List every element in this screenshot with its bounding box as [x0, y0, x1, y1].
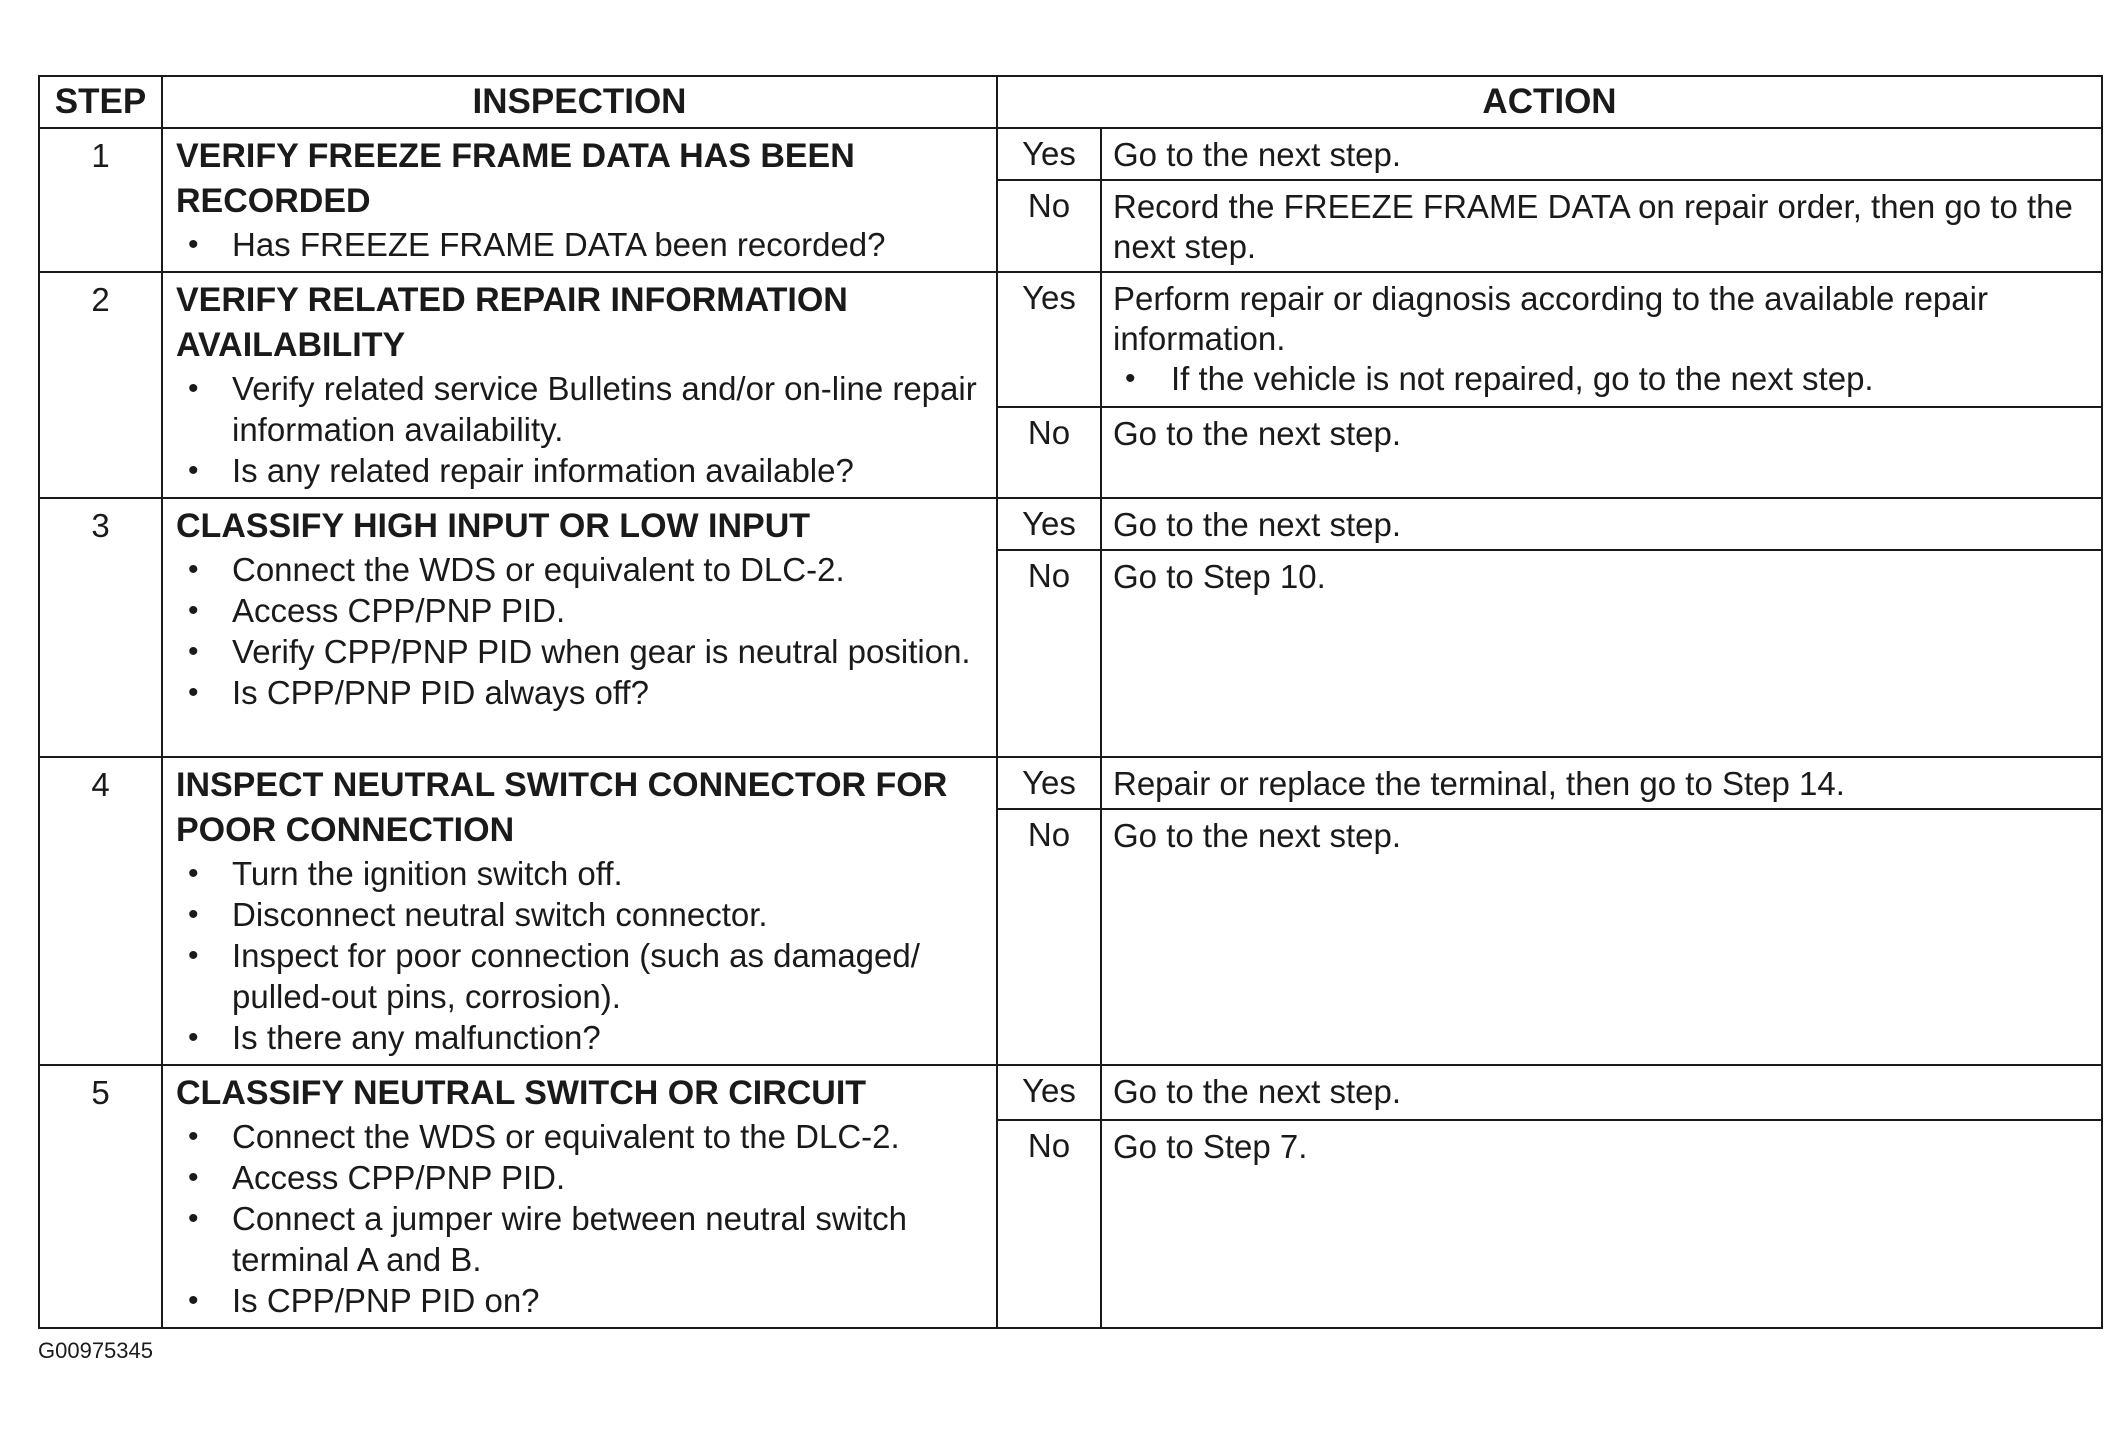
action-yes — [1101, 1065, 2102, 1120]
inspection-bullet: • Verify CPP/PNP PID when gear is neutral position. — [176, 631, 986, 672]
inspection-title: VERIFY RELATED REPAIR INFORMATION AVAILABILITY — [176, 281, 848, 364]
inspection-bullet: • Has FREEZE FRAME DATA been recorded? — [176, 224, 986, 265]
inspection-bullets — [176, 853, 986, 1058]
step-row-yes — [39, 498, 2102, 550]
header-step: STEP — [39, 76, 162, 128]
inspection-bullets — [176, 368, 986, 491]
step-number: 4 — [39, 757, 162, 1065]
inspection-bullet: • Verify related service Bulletins and/or on-line repair information availability. — [176, 368, 986, 450]
inspection-bullets — [176, 224, 986, 265]
action-yes — [1101, 272, 2102, 407]
answer-no: No — [997, 809, 1101, 1065]
answer-yes: Yes — [997, 272, 1101, 407]
inspection-bullet: • Is CPP/PNP PID always off? — [176, 672, 986, 713]
inspection-bullet: • Disconnect neutral switch connector. — [176, 894, 986, 935]
action-no: Go to Step 10. — [1101, 550, 2102, 757]
answer-no: No — [997, 550, 1101, 757]
inspection-bullets — [176, 549, 986, 713]
action-bullet: • If the vehicle is not repaired, go to the next step. — [1113, 359, 2091, 399]
action-yes-bullets — [1113, 359, 2091, 399]
step-number: 3 — [39, 498, 162, 757]
step-number: 2 — [39, 272, 162, 498]
inspection-cell — [162, 272, 997, 498]
inspection-title: CLASSIFY HIGH INPUT OR LOW INPUT — [176, 507, 811, 545]
inspection-bullet: • Access CPP/PNP PID. — [176, 1157, 986, 1198]
inspection-cell — [162, 498, 997, 757]
header-inspection: INSPECTION — [162, 76, 997, 128]
inspection-bullets — [176, 1116, 986, 1321]
answer-no: No — [997, 180, 1101, 272]
table-body — [39, 128, 2102, 1328]
action-yes-text: Repair or replace the terminal, then go to Step 14. — [1113, 765, 1845, 802]
inspection-cell — [162, 128, 997, 272]
inspection-title: VERIFY FREEZE FRAME DATA HAS BEEN RECORDED — [176, 137, 855, 220]
action-yes — [1101, 757, 2102, 809]
inspection-cell — [162, 1065, 997, 1328]
action-yes-text: Go to the next step. — [1113, 506, 1402, 543]
inspection-bullet: • Is CPP/PNP PID on? — [176, 1280, 986, 1321]
inspection-bullet: • Connect the WDS or equivalent to the DLC-2. — [176, 1116, 986, 1157]
step-row-yes — [39, 272, 2102, 407]
figure-id: G00975345 — [38, 1338, 153, 1363]
answer-yes: Yes — [997, 128, 1101, 180]
step-row-yes — [39, 128, 2102, 180]
step-row-yes — [39, 1065, 2102, 1120]
inspection-bullet: • Inspect for poor connection (such as damaged/ pulled-out pins, corrosion). — [176, 935, 986, 1017]
answer-no: No — [997, 1120, 1101, 1328]
answer-yes: Yes — [997, 1065, 1101, 1120]
action-no: Record the FREEZE FRAME DATA on repair order, then go to the next step. — [1101, 180, 2102, 272]
action-no: Go to the next step. — [1101, 407, 2102, 498]
step-number: 1 — [39, 128, 162, 272]
answer-yes: Yes — [997, 757, 1101, 809]
inspection-bullet: • Turn the ignition switch off. — [176, 853, 986, 894]
action-yes — [1101, 498, 2102, 550]
inspection-bullet: • Access CPP/PNP PID. — [176, 590, 986, 631]
diagnostic-table — [38, 75, 2103, 1329]
inspection-bullet: • Is there any malfunction? — [176, 1017, 986, 1058]
inspection-bullet: • Connect a jumper wire between neutral switch terminal A and B. — [176, 1198, 986, 1280]
action-no: Go to the next step. — [1101, 809, 2102, 1065]
inspection-bullet: • Is any related repair information available? — [176, 450, 986, 491]
header-row — [39, 76, 2102, 128]
step-row-yes — [39, 757, 2102, 809]
answer-no: No — [997, 407, 1101, 498]
action-yes-text: Go to the next step. — [1113, 1073, 1402, 1110]
action-yes — [1101, 128, 2102, 180]
inspection-title: INSPECT NEUTRAL SWITCH CONNECTOR FOR POOR CONNECTION — [176, 766, 948, 849]
action-no: Go to Step 7. — [1101, 1120, 2102, 1328]
header-action: ACTION — [997, 76, 2102, 128]
inspection-cell — [162, 757, 997, 1065]
action-yes-text: Perform repair or diagnosis according to the available repair information. — [1113, 280, 1988, 357]
step-number: 5 — [39, 1065, 162, 1328]
inspection-bullet: • Connect the WDS or equivalent to DLC-2. — [176, 549, 986, 590]
action-yes-text: Go to the next step. — [1113, 136, 1402, 173]
answer-yes: Yes — [997, 498, 1101, 550]
inspection-title: CLASSIFY NEUTRAL SWITCH OR CIRCUIT — [176, 1074, 867, 1112]
